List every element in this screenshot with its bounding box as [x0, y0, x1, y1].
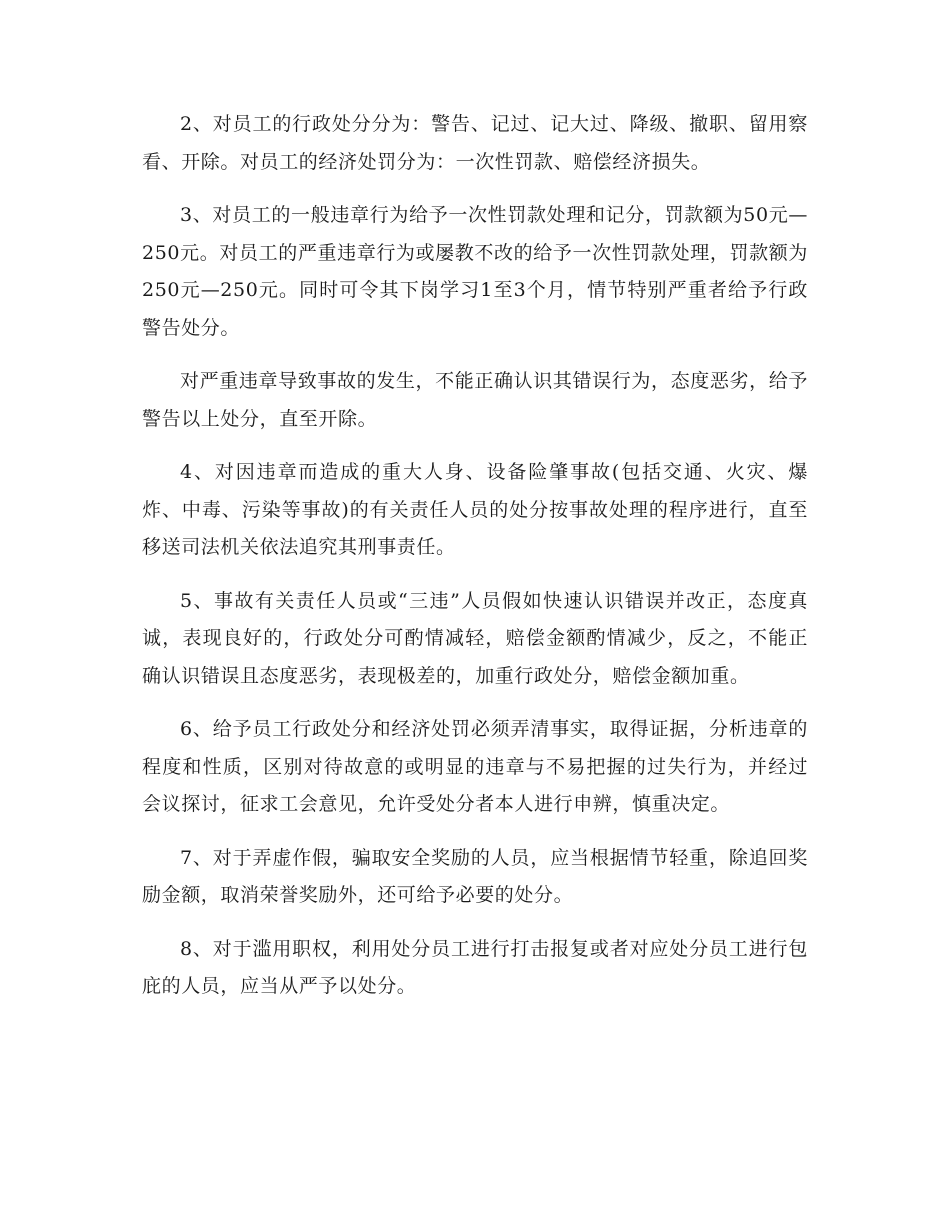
paragraph-item-7: 7、对于弄虚作假，骗取安全奖励的人员，应当根据情节轻重，除追回奖励金额，取消荣誉奖励外，还可给予必要的处分。	[142, 846, 808, 906]
document-body	[142, 106, 808, 1022]
paragraph-item-3: 3、对员工的一般违章行为给予一次性罚款处理和记分，罚款额为50元—250元。对员工的严重违章行为或屡教不改的给予一次性罚款处理，罚款额为250元—250元。同时可令其下岗学习1至3个月，情节特别严重者给予行政警告处分。	[142, 204, 808, 339]
paragraph-item-4: 4、对因违章而造成的重大人身、设备险肇事故(包括交通、火灾、爆炸、中毒、污染等事故)的有关责任人员的处分按事故处理的程序进行，直至移送司法机关依法追究其刑事责任。	[142, 461, 808, 558]
paragraph-item-5: 5、事故有关责任人员或“三违”人员假如快速认识错误并改正，态度真诚，表现良好的，行政处分可酌情减轻，赔偿金额酌情减少，反之，不能正确认识错误且态度恶劣，表现极差的，加重行政处分，赔偿金额加重。	[142, 589, 808, 687]
paragraph-item-8: 8、对于滥用职权，利用处分员工进行打击报复或者对应处分员工进行包庇的人员，应当从严予以处分。	[142, 937, 808, 997]
paragraph-item-6: 6、给予员工行政处分和经济处罚必须弄清事实，取得证据，分析违章的程度和性质，区别对待故意的或明显的违章与不易把握的过失行为，并经过会议探讨，征求工会意见，允许受处分者本人进行申辨，慎重决定。	[142, 718, 808, 815]
paragraph-item-2: 2、对员工的行政处分分为：警告、记过、记大过、降级、撤职、留用察看、开除。对员工的经济处罚分为：一次性罚款、赔偿经济损失。	[142, 113, 808, 173]
paragraph-serious-violation: 对严重违章导致事故的发生，不能正确认识其错误行为，态度恶劣，给予警告以上处分，直至开除。	[142, 370, 808, 430]
